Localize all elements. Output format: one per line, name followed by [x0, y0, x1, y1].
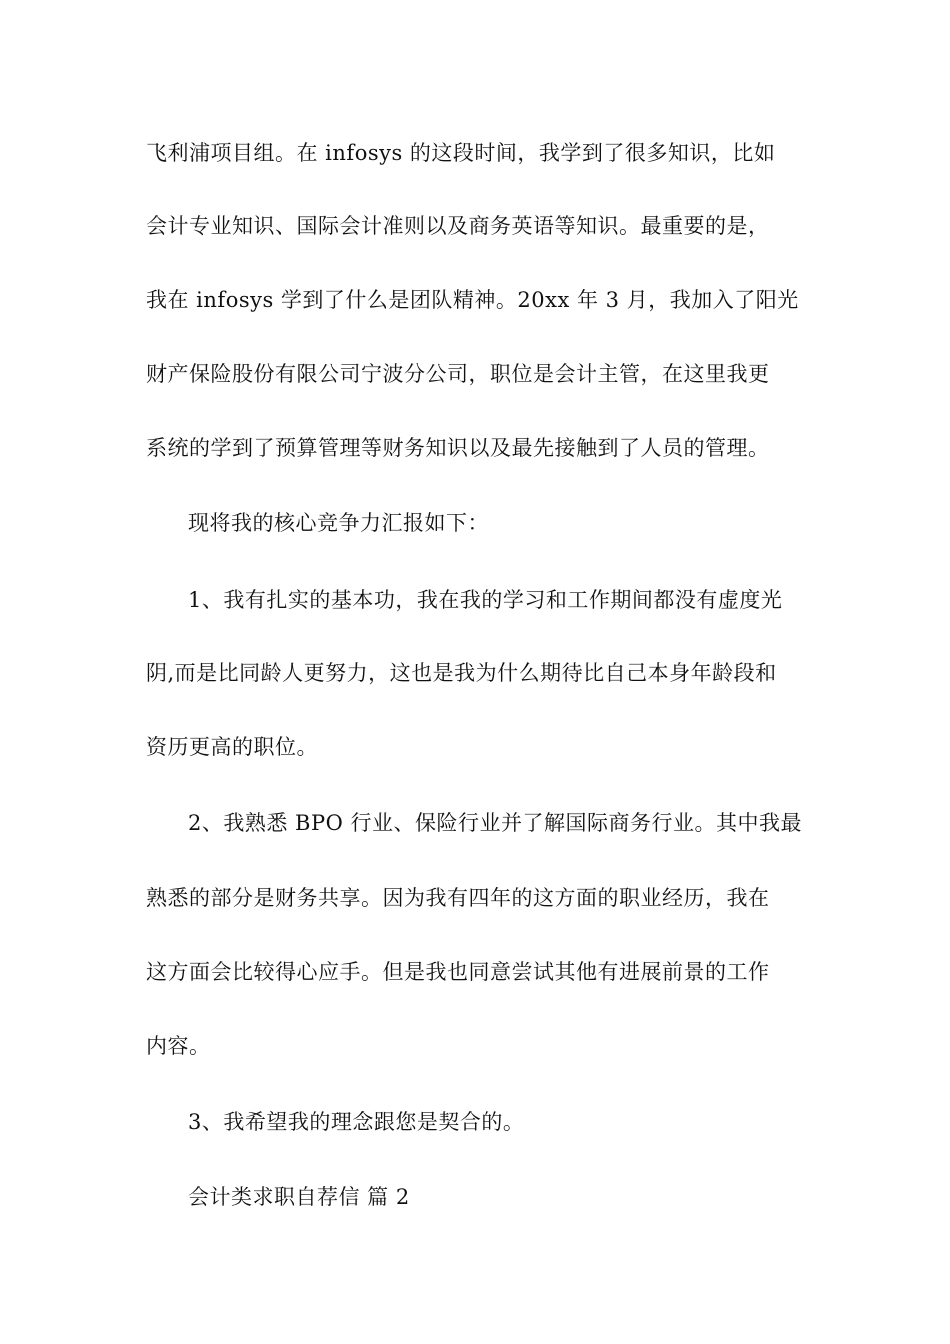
list-item-1-line-1: 1、我有扎实的基本功，我在我的学习和工作期间都没有虚度光: [188, 588, 783, 612]
text-line: 内容。: [146, 1034, 211, 1058]
text-line: 资历更高的职位。: [146, 735, 318, 759]
text-line: 熟悉的部分是财务共享。因为我有四年的这方面的职业经历，我在: [146, 886, 770, 910]
paragraph-intro: 现将我的核心竞争力汇报如下：: [188, 511, 489, 535]
text-line: 会计专业知识、国际会计准则以及商务英语等知识。最重要的是，: [146, 214, 770, 238]
text-line: 系统的学到了预算管理等财务知识以及最先接触到了人员的管理。: [146, 436, 770, 460]
text-line: 阴,而是比同龄人更努力，这也是我为什么期待比自己本身年龄段和: [146, 661, 777, 685]
text-line: 这方面会比较得心应手。但是我也同意尝试其他有进展前景的工作: [146, 960, 770, 984]
text-line: 财产保险股份有限公司宁波分公司，职位是会计主管，在这里我更: [146, 362, 770, 386]
list-item-2-line-1: 2、我熟悉 BPO 行业、保险行业并了解国际商务行业。其中我最: [188, 811, 802, 835]
list-item-3: 3、我希望我的理念跟您是契合的。: [188, 1110, 525, 1134]
section-heading: 会计类求职自荐信 篇 2: [188, 1185, 410, 1209]
text-line: 飞利浦项目组。在 infosys 的这段时间，我学到了很多知识，比如: [146, 141, 776, 165]
text-line: 我在 infosys 学到了什么是团队精神。20xx 年 3 月，我加入了阳光: [146, 288, 799, 312]
